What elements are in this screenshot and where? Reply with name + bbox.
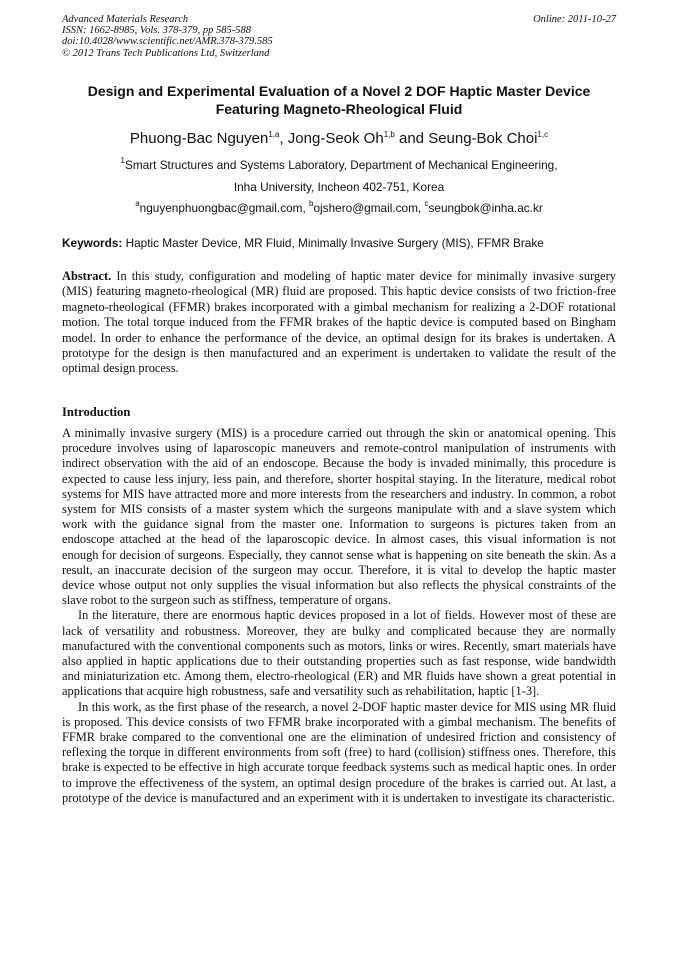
email-superscript: b <box>309 199 314 208</box>
issn-line: ISSN: 1662-8985, Vols. 378-379, pp 585-588 <box>62 25 251 37</box>
author-name: Seung-Bok Choi <box>428 130 538 147</box>
paper-title: Design and Experimental Evaluation of a Novel 2 DOF Haptic Master Device Featuring Magneto-Rheological Fluid <box>87 83 591 117</box>
abstract <box>62 269 616 377</box>
email-separator: , <box>302 201 310 215</box>
introduction-body <box>62 426 616 806</box>
email-superscript: c <box>424 199 429 208</box>
body-paragraph: In the literature, there are enormous haptic devices proposed in a lot of fields. However most of these are lack of versatility and robustness. Moreover, they are bulky and complicated because they are normally manufactured with the conventional components such as motors, links or wires. Recently, smart materials have also applied in haptic applications due to their outstanding properties such as fast response, wide bandwidth and miniaturization etc. Among them, electro-rheological (ER) and MR fluids have shown a great potential in applications that acquire high robustness, safe and versatility such as rehabilitation, haptic [1-3]. <box>62 608 616 699</box>
body-paragraph: A minimally invasive surgery (MIS) is a procedure carried out through the skin or anatomical opening. This procedure involves using of laparoscopic maneuvers and remote-control manipulation of instruments with indirect observation with the aid of an endoscope. Because the body is invaded minimally, this procedure is expected to cause less injury, less pain, and therefore, shorter hospital staying. In the literature, medical robot systems for MIS have attracted more and more interests from the researchers and industry. In common, a robot system for MIS consists of a master system which the surgeons manipulate with and a slave system which work with the guidance signal from the master one. Information to surgeons is pictures taken from an endoscope attached at the head of the laparoscopic device. In almost cases, this visual information is not enough for decision of surgeons. Especially, they cannot sense what is happening on site beneath the skin. As a result, an inaccurate decision of the surgeon may occur. Therefore, it is vital to develop the haptic master device whose output not only supplies the visual information but also reflects the physical constraints of the slave robot to the surgeon such as stiffness, temperature of organs. <box>62 426 616 608</box>
online-date: Online: 2011-10-27 <box>533 14 616 25</box>
copyright-line: © 2012 Trans Tech Publications Ltd, Switzerland <box>62 47 270 59</box>
email-superscript: a <box>135 199 140 208</box>
email-link[interactable]: seungbok@inha.ac.kr <box>428 201 543 215</box>
author-superscript: 1,b <box>383 130 395 139</box>
affiliation-text: Smart Structures and Systems Laboratory, Department of Mechanical Engineering, <box>124 158 558 172</box>
abstract-label: Abstract. <box>62 269 112 283</box>
journal-header <box>62 14 616 59</box>
body-paragraph: In this work, as the first phase of the research, a novel 2-DOF haptic master device for MIS using MR fluid is proposed. This device consists of two FFMR brake incorporated with a gimbal mechanism. The benefits of FFMR brake compared to the conventional one are the elimination of undesired friction and consistency of reflexing the torque in different environments from soft (free) to hard (collision) stiffness ones. Therefore, this brake is expected to be effective in high accurate torque feedback systems such as medical haptic ones. In order to improve the effectiveness of the system, an optimal design procedure of the brakes is carried out. At last, a prototype of the device is manufactured and an experiment with it is undertaken to investigate its characteristic. <box>62 699 616 805</box>
section-heading-introduction: Introduction <box>62 405 131 419</box>
author-list <box>62 130 616 148</box>
author-superscript: 1,c <box>537 130 549 139</box>
keywords-label: Keywords: <box>62 236 123 250</box>
email-separator: , <box>417 201 425 215</box>
email-link[interactable]: nguyenphuongbac@gmail.com <box>139 201 303 215</box>
email-link[interactable]: ojshero@gmail.com <box>313 201 418 215</box>
journal-name: Advanced Materials Research <box>62 14 189 25</box>
abstract-text: In this study, configuration and modeling of haptic mater device for minimally invasive surgery (MIS) featuring magneto-rheological (MR) fluid are proposed. This haptic device consists of two friction-free magneto-rheological (FFMR) brakes incorporated with a gimbal mechanism for realizing a 2-DOF rotational motion. The total torque induced from the FFMR brakes of the haptic device is computed based on Bingham model. In order to enhance the performance of the device, an optimal design for its brakes is undertaken. A prototype for the design is then manufactured and an experiment is undertaken to validate the result of the optimal design process. <box>62 269 616 376</box>
keywords-text: Haptic Master Device, MR Fluid, Minimally Invasive Surgery (MIS), FFMR Brake <box>125 236 544 250</box>
author-separator: , <box>279 130 288 147</box>
affiliation-superscript: 1 <box>120 156 125 165</box>
author-separator: and <box>394 130 429 147</box>
author-name: Jong-Seok Oh <box>287 130 384 147</box>
author-name: Phuong-Bac Nguyen <box>129 130 269 147</box>
keywords <box>62 236 616 251</box>
author-superscript: 1,a <box>268 130 280 139</box>
affiliation-line-2: Inha University, Incheon 402-751, Korea <box>233 180 445 194</box>
doi-line: doi:10.4028/www.scientific.net/AMR.378-379.585 <box>62 36 273 48</box>
email-line <box>62 201 616 216</box>
affiliation-line-1 <box>62 158 616 173</box>
